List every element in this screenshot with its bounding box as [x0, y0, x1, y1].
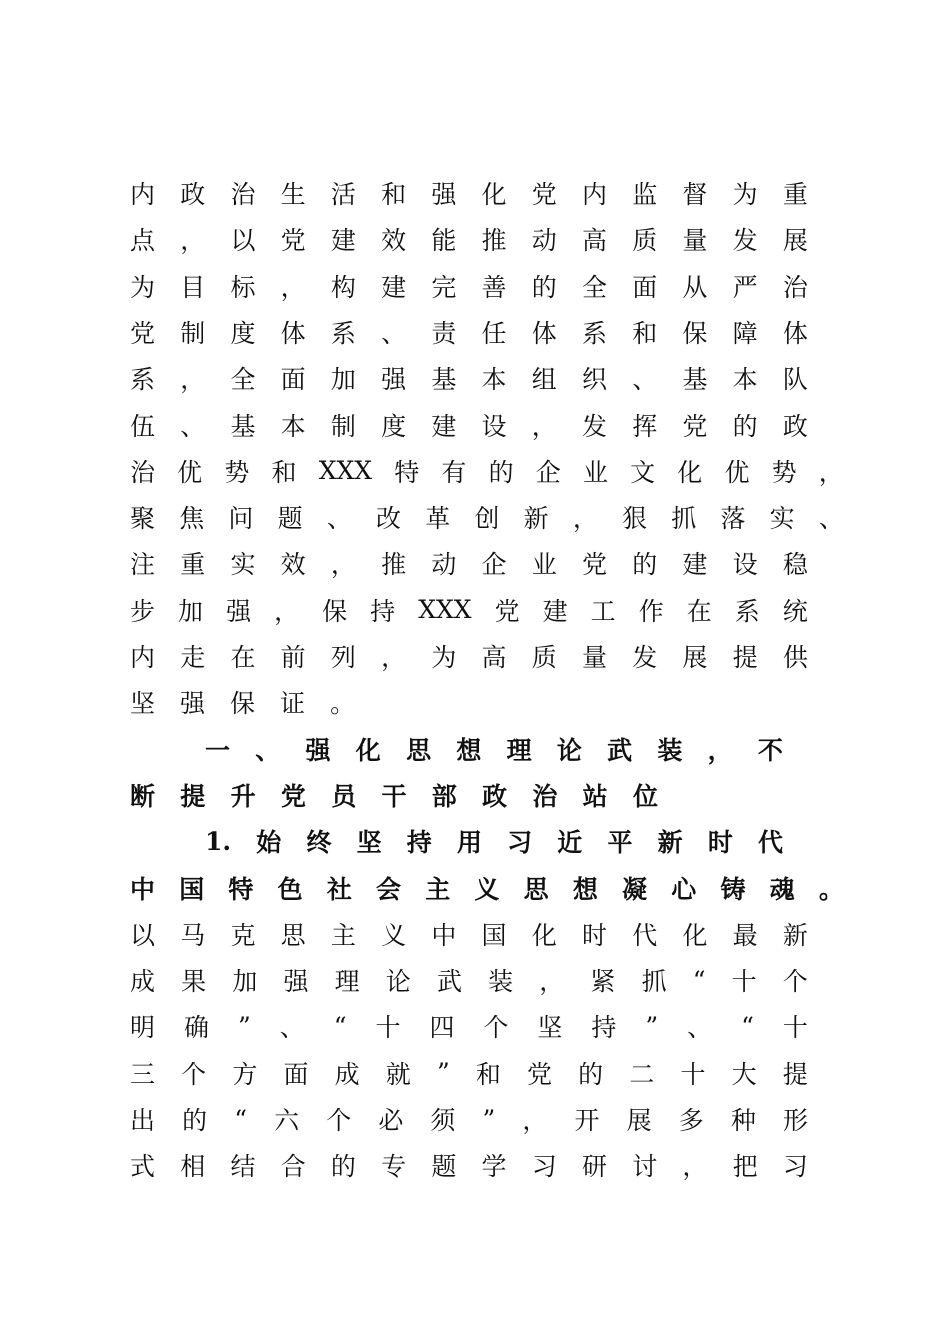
text-line: 系 ， 全 面 加 强 基 本 组 织 、 基 本 队	[130, 365, 808, 395]
text-line: 出 的 “ 六 个 必 须 ” ， 开 展 多 种 形	[130, 1104, 808, 1135]
text-line: 一 、 强 化 思 想 理 论 武 装 ， 不	[205, 735, 783, 765]
text-line: 聚 焦 问 题 、 改 革 创 新 ， 狠 抓 落 实 、	[130, 504, 844, 534]
text-line: 为 目 标 ， 构 建 完 善 的 全 面 从 严 治	[130, 272, 808, 302]
text-line: 坚 强 保 证 。	[130, 689, 356, 719]
text-line: 党 制 度 体 系 、 责 任 体 系 和 保 障 体	[130, 318, 808, 348]
text-line: 内 走 在 前 列 ， 为 高 质 量 发 展 提 供	[130, 643, 808, 672]
text-line: 1. 始 终 坚 持 用 习 近 平 新 时 代	[205, 826, 783, 858]
text-line: 三 个 方 面 成 就 ” 和 党 的 二 十 大 提	[130, 1058, 808, 1089]
text-line: 内 政 治 生 活 和 强 化 党 内 监 督 为 重	[130, 180, 808, 209]
text-line: 治 优 势 和 XXX 特 有 的 企 业 文 化 优 势 ，	[130, 456, 844, 487]
text-line: 成 果 加 强 理 论 武 装 ， 紧 抓 “ 十 个	[130, 965, 808, 997]
text-line: 步 加 强 ， 保 持 XXX 党 建 工 作 在 系 统	[130, 595, 808, 626]
text-line: 断 提 升 党 员 干 部 政 治 站 位	[130, 781, 658, 811]
text-line: 点 ， 以 党 建 效 能 推 动 高 质 量 发 展	[130, 226, 808, 256]
text-line: 中 国 特 色 社 会 主 义 思 想 凝 心 铸 魂 。	[130, 874, 844, 904]
text-line: 明 确 ” 、 “ 十 四 个 坚 持 ” 、 “ 十	[130, 1011, 808, 1043]
text-line: 式 相 结 合 的 专 题 学 习 研 讨 ， 把 习	[130, 1152, 808, 1182]
text-line: 注 重 实 效 ， 推 动 企 业 党 的 建 设 稳	[130, 550, 808, 580]
text-line: 伍 、 基 本 制 度 建 设 ， 发 挥 党 的 政	[130, 411, 808, 441]
text-line: 以 马 克 思 主 义 中 国 化 时 代 化 最 新	[130, 920, 808, 950]
